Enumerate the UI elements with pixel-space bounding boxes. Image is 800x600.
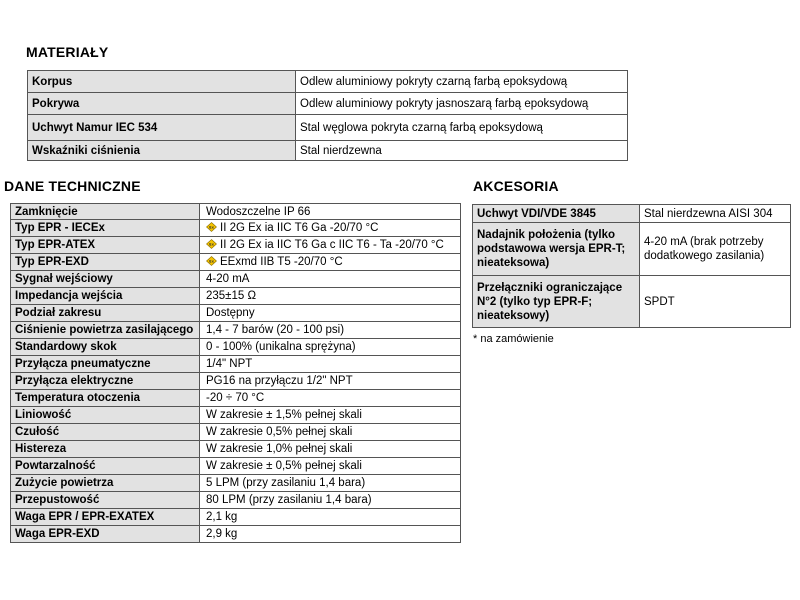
row-value	[200, 237, 461, 254]
row-label: Przełączniki ograniczające N°2 (tylko typ EPR-F; nieateksowy)	[473, 276, 640, 328]
row-value-text: 4-20 mA	[206, 273, 250, 285]
row-value-text: Odlew aluminiowy pokryty czarną farbą epoksydową	[300, 75, 568, 88]
row-value	[200, 220, 461, 237]
row-value	[200, 407, 461, 424]
table-row	[473, 205, 791, 223]
table-row	[11, 390, 461, 407]
table-row	[28, 93, 628, 115]
row-value-text: 4-20 mA (brak potrzeby dodatkowego zasilania)	[644, 236, 765, 262]
dane-table	[10, 203, 461, 543]
table-row	[473, 276, 791, 328]
row-label: Standardowy skok	[11, 339, 200, 356]
table-row	[11, 441, 461, 458]
row-value-text: W zakresie 1,0% pełnej skali	[206, 443, 353, 455]
row-value	[200, 288, 461, 305]
row-value	[640, 223, 791, 276]
table-row	[11, 475, 461, 492]
svg-text:Ex: Ex	[209, 225, 214, 230]
table-row	[11, 526, 461, 543]
table-row	[11, 458, 461, 475]
row-value-text: 0 - 100% (unikalna sprężyna)	[206, 341, 356, 353]
table-row	[11, 204, 461, 220]
row-value-text: PG16 na przyłączu 1/2" NPT	[206, 375, 353, 387]
row-value-text: 2,1 kg	[206, 511, 238, 523]
row-value	[200, 441, 461, 458]
row-value-text: SPDT	[644, 295, 675, 308]
row-value-text: 1/4" NPT	[206, 358, 253, 370]
row-label: Temperatura otoczenia	[11, 390, 200, 407]
row-value-text: II 2G Ex ia IIC T6 Ga c IIC T6 - Ta -20/70 °C	[220, 239, 444, 251]
row-value-text: 80 LPM (przy zasilaniu 1,4 bara)	[206, 494, 372, 506]
row-value-text: -20 ÷ 70 °C	[206, 392, 265, 404]
row-label: Korpus	[28, 71, 296, 93]
row-value	[200, 390, 461, 407]
table-row	[11, 407, 461, 424]
table-row	[11, 237, 461, 254]
row-value-text: 2,9 kg	[206, 528, 238, 540]
row-value	[200, 458, 461, 475]
table-row	[11, 339, 461, 356]
row-value-text: II 2G Ex ia IIC T6 Ga -20/70 °C	[220, 222, 379, 234]
row-value-text: 235±15 Ω	[206, 290, 257, 302]
table-row	[11, 254, 461, 271]
table-row	[11, 509, 461, 526]
row-label: Wskaźniki ciśnienia	[28, 141, 296, 161]
table-row	[11, 305, 461, 322]
row-value	[200, 204, 461, 220]
row-label: Powtarzalność	[11, 458, 200, 475]
row-value-text: 1,4 - 7 barów (20 - 100 psi)	[206, 324, 345, 336]
row-label: Impedancja wejścia	[11, 288, 200, 305]
row-label: Typ EPR - IECEx	[11, 220, 200, 237]
row-label: Waga EPR / EPR-EXATEX	[11, 509, 200, 526]
row-value	[200, 254, 461, 271]
row-label: Liniowość	[11, 407, 200, 424]
row-value-text: W zakresie ± 1,5% pełnej skali	[206, 409, 362, 421]
row-value	[200, 509, 461, 526]
row-value-text: W zakresie ± 0,5% pełnej skali	[206, 460, 362, 472]
table-row	[11, 424, 461, 441]
row-value-text: EExmd IIB T5 -20/70 °C	[220, 256, 343, 268]
atex-icon	[206, 239, 217, 249]
row-label: Typ EPR-ATEX	[11, 237, 200, 254]
svg-text:Ex: Ex	[209, 259, 214, 264]
row-label: Czułość	[11, 424, 200, 441]
row-value	[200, 373, 461, 390]
row-label: Zamknięcie	[11, 204, 200, 220]
row-value-text: Wodoszczelne IP 66	[206, 205, 311, 218]
row-value-text: Stal nierdzewna	[300, 144, 382, 157]
svg-text:Ex: Ex	[209, 242, 214, 247]
table-row	[11, 220, 461, 237]
materialy-table	[27, 70, 628, 161]
row-label: Pokrywa	[28, 93, 296, 115]
row-value	[640, 205, 791, 223]
row-value	[296, 141, 628, 161]
row-label: Zużycie powietrza	[11, 475, 200, 492]
table-row	[28, 115, 628, 141]
table-row	[11, 492, 461, 509]
materialy-heading: MATERIAŁY	[26, 44, 109, 60]
row-value	[200, 492, 461, 509]
row-value	[200, 475, 461, 492]
row-value	[296, 93, 628, 115]
row-value-text: Odlew aluminiowy pokryty jasnoszarą farbą epoksydową	[300, 97, 589, 110]
row-value-text: Dostępny	[206, 307, 255, 319]
table-row	[11, 322, 461, 339]
table-row	[11, 356, 461, 373]
row-value-text: Stal nierdzewna AISI 304	[644, 207, 773, 220]
row-label: Typ EPR-EXD	[11, 254, 200, 271]
atex-icon	[206, 222, 217, 232]
akcesoria-table	[472, 204, 791, 328]
row-value-text: 5 LPM (przy zasilaniu 1,4 bara)	[206, 477, 366, 489]
row-value	[200, 271, 461, 288]
row-label: Sygnał wejściowy	[11, 271, 200, 288]
row-label: Ciśnienie powietrza zasilającego	[11, 322, 200, 339]
row-label: Przyłącza pneumatyczne	[11, 356, 200, 373]
table-row	[28, 71, 628, 93]
table-row	[11, 288, 461, 305]
akcesoria-note: * na zamówienie	[473, 333, 554, 345]
row-value	[296, 71, 628, 93]
row-value	[200, 339, 461, 356]
atex-icon	[206, 256, 217, 266]
dane-heading: DANE TECHNICZNE	[4, 178, 141, 194]
row-label: Uchwyt VDI/VDE 3845	[473, 205, 640, 223]
row-value-text: Stal węglowa pokryta czarną farbą epoksydową	[300, 121, 543, 134]
row-value	[200, 526, 461, 543]
row-label: Histereza	[11, 441, 200, 458]
table-row	[11, 373, 461, 390]
row-label: Waga EPR-EXD	[11, 526, 200, 543]
row-value	[200, 322, 461, 339]
row-value	[200, 305, 461, 322]
row-label: Przepustowość	[11, 492, 200, 509]
row-label: Przyłącza elektryczne	[11, 373, 200, 390]
table-row	[473, 223, 791, 276]
row-value	[296, 115, 628, 141]
table-row	[28, 141, 628, 161]
table-row	[11, 271, 461, 288]
row-value	[200, 356, 461, 373]
row-label: Nadajnik położenia (tylko podstawowa wersja EPR-T; nieateksowa)	[473, 223, 640, 276]
akcesoria-heading: AKCESORIA	[473, 178, 559, 194]
row-label: Uchwyt Namur IEC 534	[28, 115, 296, 141]
row-label: Podział zakresu	[11, 305, 200, 322]
row-value	[640, 276, 791, 328]
row-value-text: W zakresie 0,5% pełnej skali	[206, 426, 353, 438]
row-value	[200, 424, 461, 441]
